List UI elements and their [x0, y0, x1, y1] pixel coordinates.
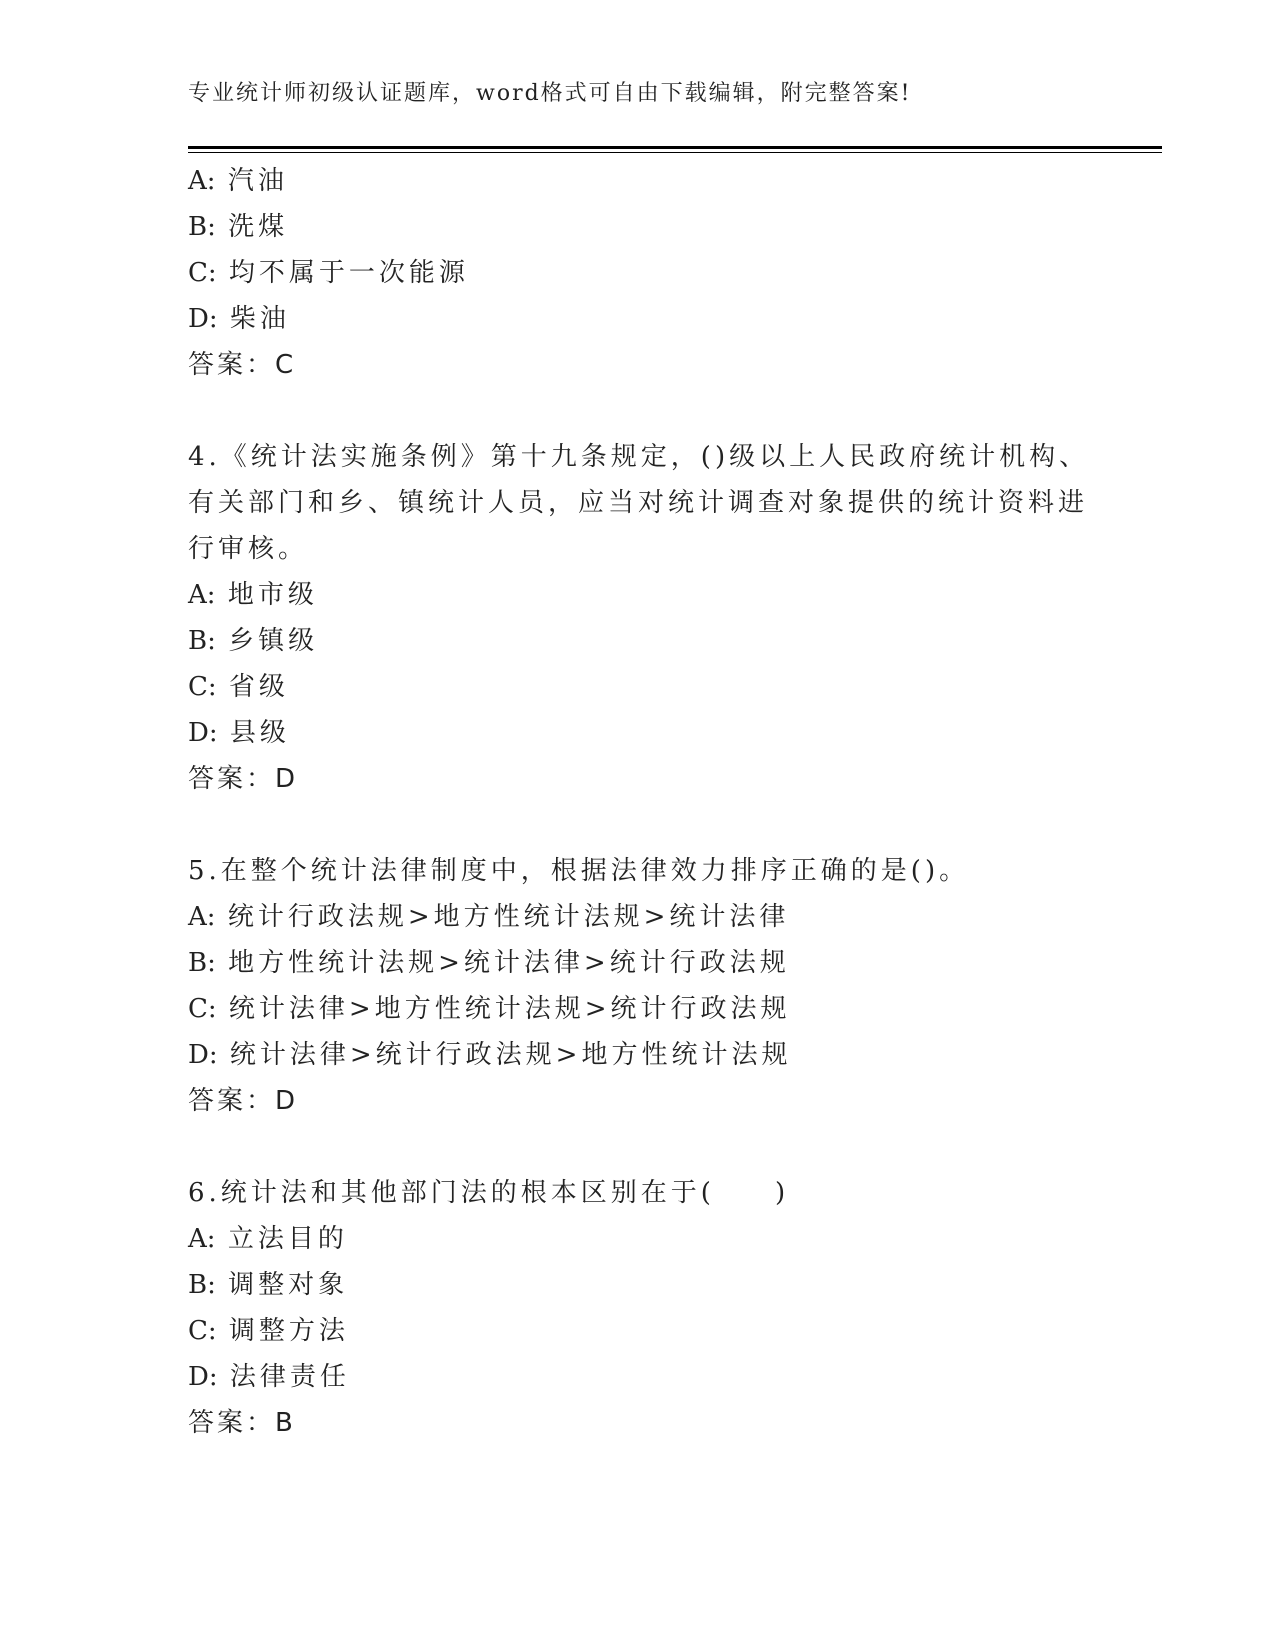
- question-list: [188, 158, 1088, 1446]
- question-text-line: 4.《统计法实施条例》第十九条规定，()级以上人民政府统计机构、: [188, 442, 1090, 472]
- option-b: B: 调整对象: [188, 1270, 349, 1300]
- option-b: B: 洗煤: [188, 212, 289, 242]
- spacer: [188, 802, 1088, 848]
- question-text-line: 有关部门和乡、镇统计人员，应当对统计调查对象提供的统计资料进: [188, 488, 1089, 518]
- answer-label: 答案：D: [188, 1086, 299, 1116]
- option-c: C: 调整方法: [188, 1316, 349, 1346]
- option-a: A: 统计行政法规>地方性统计法规>统计法律: [188, 902, 790, 932]
- question-text-line: 行审核。: [188, 534, 309, 564]
- answer-label: 答案：B: [188, 1408, 296, 1438]
- answer-label: 答案：D: [188, 764, 299, 794]
- answer-label: 答案：C: [188, 350, 297, 380]
- option-a: A: 地市级: [188, 580, 318, 610]
- question-text-line: 6.统计法和其他部门法的根本区别在于( ): [188, 1178, 790, 1208]
- option-c: C: 省级: [188, 672, 289, 702]
- option-a: A: 汽油: [188, 166, 288, 196]
- option-d: D: 统计法律>统计行政法规>地方性统计法规: [188, 1040, 792, 1070]
- header-divider-thin: [188, 152, 1162, 153]
- option-c: C: 均不属于一次能源: [188, 258, 469, 288]
- prev-question-block: [188, 158, 1088, 388]
- question-block-6: [188, 1170, 1088, 1446]
- option-d: D: 法律责任: [188, 1362, 350, 1392]
- option-d: D: 县级: [188, 718, 290, 748]
- question-block-5: [188, 848, 1088, 1124]
- spacer: [188, 388, 1088, 434]
- page-header-title: 专业统计师初级认证题库，word格式可自由下载编辑，附完整答案!: [188, 81, 912, 106]
- option-c: C: 统计法律>地方性统计法规>统计行政法规: [188, 994, 791, 1024]
- option-b: B: 地方性统计法规>统计法律>统计行政法规: [188, 948, 790, 978]
- header-divider-thick: [188, 146, 1162, 149]
- spacer: [188, 1124, 1088, 1170]
- option-b: B: 乡镇级: [188, 626, 319, 656]
- option-d: D: 柴油: [188, 304, 290, 334]
- option-a: A: 立法目的: [188, 1224, 348, 1254]
- question-text-line: 5.在整个统计法律制度中，根据法律效力排序正确的是()。: [188, 856, 970, 886]
- question-block-4: [188, 434, 1088, 802]
